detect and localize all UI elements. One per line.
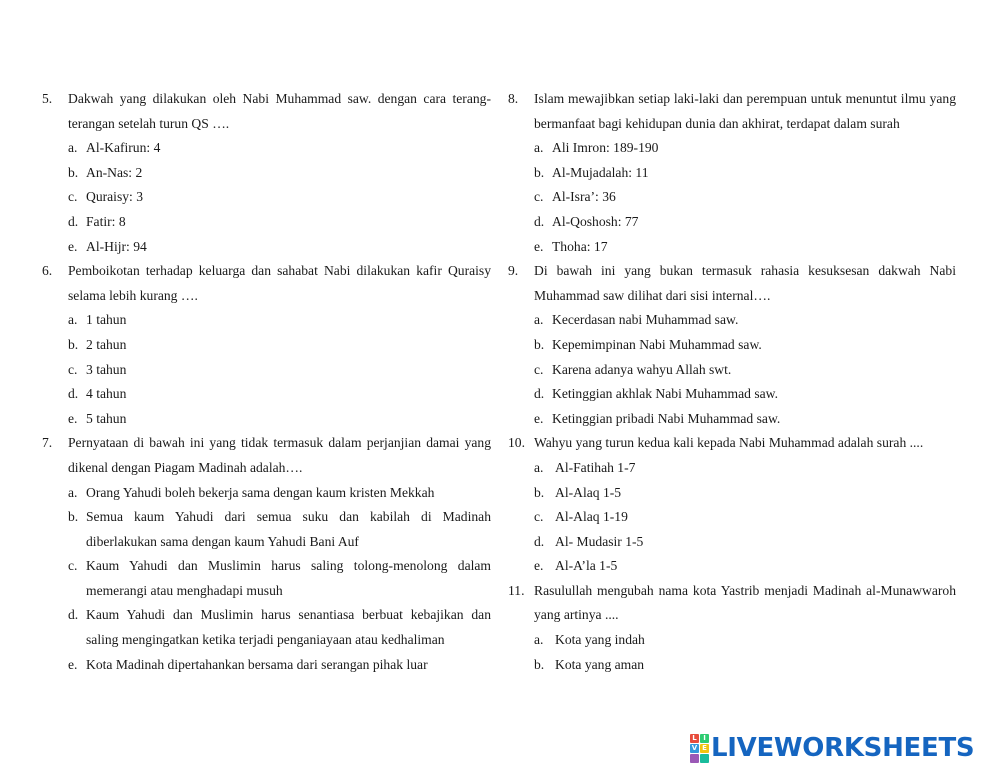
option-letter: c. bbox=[534, 189, 544, 205]
option-text: Ketinggian akhlak Nabi Muhammad saw. bbox=[552, 386, 779, 402]
option-letter: e. bbox=[534, 410, 544, 426]
options-list bbox=[508, 456, 956, 579]
question-text: Pemboikotan terhadap keluarga dan sahabat Nabi dilakukan kafir Quraisy selama lebih kurang …. bbox=[68, 263, 491, 303]
option-text: Al-Alaq 1-19 bbox=[555, 509, 628, 525]
logo-tile-6 bbox=[700, 754, 709, 763]
option-text: Al-Mujadalah: 11 bbox=[552, 164, 649, 180]
option-text: 2 tahun bbox=[86, 336, 127, 352]
option-b[interactable] bbox=[508, 481, 956, 506]
option-letter: e. bbox=[534, 558, 544, 574]
right-column bbox=[508, 87, 956, 677]
logo-tile-l: L bbox=[690, 734, 699, 743]
option-a[interactable] bbox=[508, 628, 956, 653]
option-letter: c. bbox=[534, 509, 544, 525]
option-letter: a. bbox=[68, 140, 78, 156]
option-letter: d. bbox=[68, 386, 79, 402]
option-text: Al-Qoshosh: 77 bbox=[552, 213, 639, 229]
option-text: 1 tahun bbox=[86, 312, 127, 328]
option-letter: e. bbox=[68, 238, 78, 254]
option-b[interactable] bbox=[508, 653, 956, 678]
question-8 bbox=[508, 87, 956, 259]
option-b[interactable] bbox=[508, 333, 956, 358]
option-d[interactable] bbox=[508, 530, 956, 555]
option-d[interactable] bbox=[508, 210, 956, 235]
option-text: Kecerdasan nabi Muhammad saw. bbox=[552, 312, 739, 328]
option-text: Kota yang indah bbox=[555, 632, 645, 648]
option-text: Thoha: 17 bbox=[552, 238, 608, 254]
question-number: 5. bbox=[42, 91, 53, 106]
option-a[interactable] bbox=[508, 308, 956, 333]
option-letter: d. bbox=[68, 213, 79, 229]
option-letter: b. bbox=[534, 484, 545, 500]
option-letter: c. bbox=[68, 189, 78, 205]
option-c[interactable] bbox=[508, 505, 956, 530]
option-text: Fatir: 8 bbox=[86, 213, 126, 229]
option-letter: b. bbox=[534, 164, 545, 180]
option-a[interactable] bbox=[42, 481, 491, 506]
option-letter: b. bbox=[68, 509, 79, 525]
option-letter: e. bbox=[534, 238, 544, 254]
question-number: 6. bbox=[42, 263, 53, 279]
question-7 bbox=[42, 431, 491, 677]
option-a[interactable] bbox=[42, 136, 491, 161]
option-text: Al-Fatihah 1-7 bbox=[555, 459, 636, 475]
logo-text: LIVEWORKSHEETS bbox=[711, 733, 975, 763]
option-text: Kaum Yahudi dan Muslimin harus saling tolong-menolong dalam memerangi atau menghadapi musuh bbox=[86, 558, 491, 598]
option-e[interactable] bbox=[508, 554, 956, 579]
question-number: 9. bbox=[508, 263, 519, 279]
option-text: Al-Isra’: 36 bbox=[552, 189, 616, 205]
option-text: Ketinggian pribadi Nabi Muhammad saw. bbox=[552, 410, 781, 426]
option-e[interactable] bbox=[42, 653, 491, 678]
option-c[interactable] bbox=[42, 358, 491, 383]
option-letter: a. bbox=[534, 140, 544, 156]
logo-tile-e: E bbox=[700, 744, 709, 753]
options-list bbox=[42, 136, 491, 259]
options-list bbox=[508, 136, 956, 259]
option-letter: c. bbox=[68, 361, 78, 377]
option-text: Kota Madinah dipertahankan bersama dari serangan pihak luar bbox=[86, 656, 428, 672]
option-text: Quraisy: 3 bbox=[86, 189, 144, 205]
option-text: An-Nas: 2 bbox=[86, 164, 143, 180]
logo-tile-v: V bbox=[691, 743, 698, 752]
question-number: 11. bbox=[508, 582, 525, 598]
option-e[interactable] bbox=[508, 235, 956, 260]
options-list bbox=[42, 308, 491, 431]
option-e[interactable] bbox=[42, 407, 491, 432]
option-c[interactable] bbox=[508, 185, 956, 210]
option-text: Al-Kafirun: 4 bbox=[86, 140, 161, 156]
option-d[interactable] bbox=[508, 382, 956, 407]
option-c[interactable] bbox=[42, 185, 491, 210]
option-a[interactable] bbox=[508, 456, 956, 481]
question-5 bbox=[42, 87, 491, 259]
option-a[interactable] bbox=[42, 308, 491, 333]
option-text: Semua kaum Yahudi dari semua suku dan kabilah di Madinah diberlakukan sama dengan kaum Yahudi Bani Auf bbox=[86, 509, 491, 549]
question-text: Islam mewajibkan setiap laki-laki dan perempuan untuk menuntut ilmu yang bermanfaat bagi kehidupan dunia dan akhirat, terdapat dalam surah bbox=[534, 91, 956, 131]
option-text: Al- Mudasir 1-5 bbox=[555, 533, 644, 549]
option-text: Karena adanya wahyu Allah swt. bbox=[552, 361, 732, 377]
question-11 bbox=[508, 579, 956, 677]
option-b[interactable] bbox=[42, 333, 491, 358]
option-b[interactable] bbox=[508, 161, 956, 186]
option-letter: d. bbox=[534, 386, 545, 402]
option-text: 3 tahun bbox=[86, 361, 127, 377]
option-letter: e. bbox=[68, 656, 78, 672]
option-text: Kota yang aman bbox=[555, 656, 645, 672]
question-text: Rasulullah mengubah nama kota Yastrib menjadi Madinah al-Munawwaroh yang artinya .... bbox=[534, 582, 956, 623]
option-letter: c. bbox=[534, 361, 544, 377]
options-list bbox=[508, 628, 956, 677]
option-c[interactable] bbox=[42, 554, 491, 603]
logo-tile-5 bbox=[690, 754, 699, 763]
option-text: Al-Alaq 1-5 bbox=[555, 484, 622, 500]
option-letter: a. bbox=[534, 632, 544, 648]
liveworksheets-logo-icon bbox=[690, 734, 709, 763]
option-letter: b. bbox=[534, 336, 545, 352]
option-text: Al-A’la 1-5 bbox=[555, 558, 618, 574]
option-text: Kepemimpinan Nabi Muhammad saw. bbox=[552, 336, 762, 352]
option-letter: a. bbox=[68, 484, 78, 500]
question-text: Pernyataan di bawah ini yang tidak termasuk dalam perjanjian damai yang dikenal dengan Piagam Madinah adalah…. bbox=[68, 435, 491, 475]
logo-tile-i: I bbox=[700, 734, 709, 743]
option-text: Al-Hijr: 94 bbox=[86, 238, 147, 254]
option-b[interactable] bbox=[42, 505, 491, 554]
question-9 bbox=[508, 259, 956, 431]
option-letter: d. bbox=[68, 607, 79, 623]
option-letter: a. bbox=[534, 459, 544, 475]
question-10 bbox=[508, 431, 956, 579]
question-number: 7. bbox=[42, 435, 53, 451]
option-letter: b. bbox=[68, 164, 79, 180]
option-d[interactable] bbox=[42, 382, 491, 407]
option-letter: d. bbox=[534, 533, 545, 549]
question-text: Wahyu yang turun kedua kali kepada Nabi Muhammad adalah surah .... bbox=[534, 435, 924, 451]
option-d[interactable] bbox=[42, 603, 491, 652]
question-6 bbox=[42, 259, 491, 431]
question-text: Dakwah yang dilakukan oleh Nabi Muhammad saw. dengan cara terang-terangan setelah turun QS …. bbox=[68, 91, 491, 131]
option-letter: b. bbox=[534, 656, 545, 672]
option-letter: c. bbox=[68, 558, 78, 574]
option-e[interactable] bbox=[508, 407, 956, 432]
option-d[interactable] bbox=[42, 210, 491, 235]
option-letter: a. bbox=[68, 312, 78, 328]
option-b[interactable] bbox=[42, 161, 491, 186]
option-a[interactable] bbox=[508, 136, 956, 161]
question-number: 8. bbox=[508, 91, 519, 106]
option-letter: a. bbox=[534, 312, 544, 328]
option-text: 5 tahun bbox=[86, 410, 127, 426]
option-letter: d. bbox=[534, 213, 545, 229]
option-text: Orang Yahudi boleh bekerja sama dengan kaum kristen Mekkah bbox=[86, 484, 435, 500]
question-text: Di bawah ini yang bukan termasuk rahasia kesuksesan dakwah Nabi Muhammad saw dilihat dari sisi internal…. bbox=[534, 263, 956, 303]
options-list bbox=[508, 308, 956, 431]
option-text: 4 tahun bbox=[86, 386, 127, 402]
option-text: Kaum Yahudi dan Muslimin harus senantiasa berbuat kebajikan dan saling mengingatkan ketika terjadi penganiayaan atau kedhaliman bbox=[86, 607, 491, 648]
options-list bbox=[42, 481, 491, 678]
option-letter: b. bbox=[68, 336, 79, 352]
option-text: Ali Imron: 189-190 bbox=[552, 140, 659, 156]
left-column bbox=[42, 87, 491, 677]
option-e[interactable] bbox=[42, 235, 491, 260]
liveworksheets-logo[interactable] bbox=[690, 733, 974, 763]
question-number: 10. bbox=[508, 435, 525, 451]
option-c[interactable] bbox=[508, 358, 956, 383]
option-letter: e. bbox=[68, 410, 78, 426]
